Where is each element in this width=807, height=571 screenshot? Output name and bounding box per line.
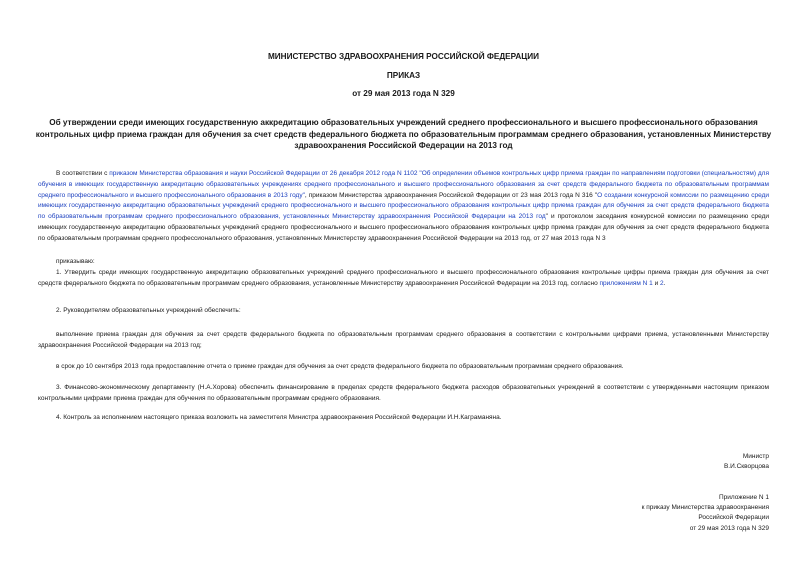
preamble-paragraph xyxy=(38,169,769,245)
appendix-1-link[interactable]: приложениям N 1 xyxy=(599,279,653,287)
item-1 xyxy=(38,268,769,290)
item-4: 4. Контроль за исполнением настоящего приказа возложить на заместителя Министра здравоохранения Российской Федерации И.Н.Каграманяна. xyxy=(56,414,502,421)
item-2b: в срок до 10 сентября 2013 года предоставление отчета о приеме граждан для обучения за счет средств федерального бюджета по образовательным программам среднего образования. xyxy=(56,363,624,370)
document-title: Об утверждении среди имеющих государственную аккредитацию образовательных учреждений среднего профессионального и высшего профессионального образования контрольных цифр приема граждан для обучения за счет средств федерального бюджета по образовательным программам среднего образования, установленных Министерству здравоохранения Российской Федерации на 2013 год xyxy=(35,118,772,150)
item-1-and: и xyxy=(652,279,661,287)
signature-block xyxy=(724,452,769,472)
appendix-header xyxy=(642,493,769,534)
appendix-line-1: Приложение N 1 xyxy=(718,494,769,501)
preamble-text-end: " и протоколом заседания конкурсной комиссии по размещению среди имеющих государственную аккредитацию образовательных учреждений среднего профессионального и высшего профессионального образования контрольных цифр приема граждан для обучения за счет средств федерального бюджета по образовательным программам среднего профессионального образования, установленных Министерству здравоохранения Российской Федерации на 2013 год, от 27 мая 2013 года N 3 xyxy=(38,213,769,242)
signature-name: В.И.Скворцова xyxy=(723,463,769,471)
preamble-text-start: В соответствии с xyxy=(56,170,110,177)
order-word: приказываю: xyxy=(56,258,95,265)
ministry-heading: МИНИСТЕРСТВО ЗДРАВООХРАНЕНИЯ РОССИЙСКОЙ ФЕДЕРАЦИИ xyxy=(267,52,540,61)
appendix-line-2: к приказу Министерства здравоохранения xyxy=(641,504,769,512)
appendix-2-link[interactable]: 2 xyxy=(660,279,664,287)
appendix-line-4: от 29 мая 2013 года N 329 xyxy=(689,524,769,532)
order-1102-link[interactable]: приказом Министерства образования и науки Российской Федерации от 26 декабря 2012 года N 1102 "Об определении объемов контрольных цифр приема граждан по направлениям подготовки (специальностям) для обучения в имеющих государственную аккредитацию образовательных учреждениях среднего профессионального и высшего профессионального образования за счет средств федерального бюджета по образовательным программам среднего профессионального и высшего профессионального образования в 2013 году" xyxy=(38,170,769,199)
item-2: 2. Руководителям образовательных учреждений обеспечить: xyxy=(56,307,241,314)
order-316-link[interactable]: О создании конкурсной комиссии по размещению среди имеющих государственную аккредитацию образовательных учреждений среднего профессионального и высшего профессионального образования контрольных цифр приема граждан для обучения за счет средств федерального бюджета по образовательным программам среднего профессионального образования, установленных Министерству здравоохранения Российской Федерации на 2013 год xyxy=(38,191,769,221)
signature-position: Министр xyxy=(742,453,769,460)
appendix-line-3: Российской Федерации xyxy=(698,514,769,522)
item-1-text: 1. Утвердить среди имеющих государственную аккредитацию образовательных учреждений среднего профессионального и высшего профессионального образования контрольные цифры приема граждан для обучения за счет средств федерального бюджета по образовательным программам среднего образования, установленные Министерству здравоохранения Российской Федерации на 2013 год, согласно xyxy=(38,269,769,287)
preamble-text-mid: , приказом Министерства здравоохранения Российской Федерации от 23 мая 2013 года N 316 " xyxy=(304,191,598,199)
item-2a: выполнение приема граждан для обучения за счет средств федерального бюджета по образовательным программам среднего образования в соответствии с контрольными цифрами приема, установленными Министерству здравоохранения Российской Федерации на 2013 год; xyxy=(38,331,769,349)
doc-date-number: от 29 мая 2013 года N 329 xyxy=(352,89,455,98)
doc-type-heading: ПРИКАЗ xyxy=(386,71,421,80)
item-1-end: . xyxy=(663,279,666,287)
item-3: 3. Финансово-экономическому департаменту (Н.А.Хорова) обеспечить финансирование в пределах средств федерального бюджета расходов образовательных учреждений в соответствии с утвержденными настоящим приказом контрольными цифрами приема граждан для обучения по образовательным программам среднего образования. xyxy=(38,384,769,402)
